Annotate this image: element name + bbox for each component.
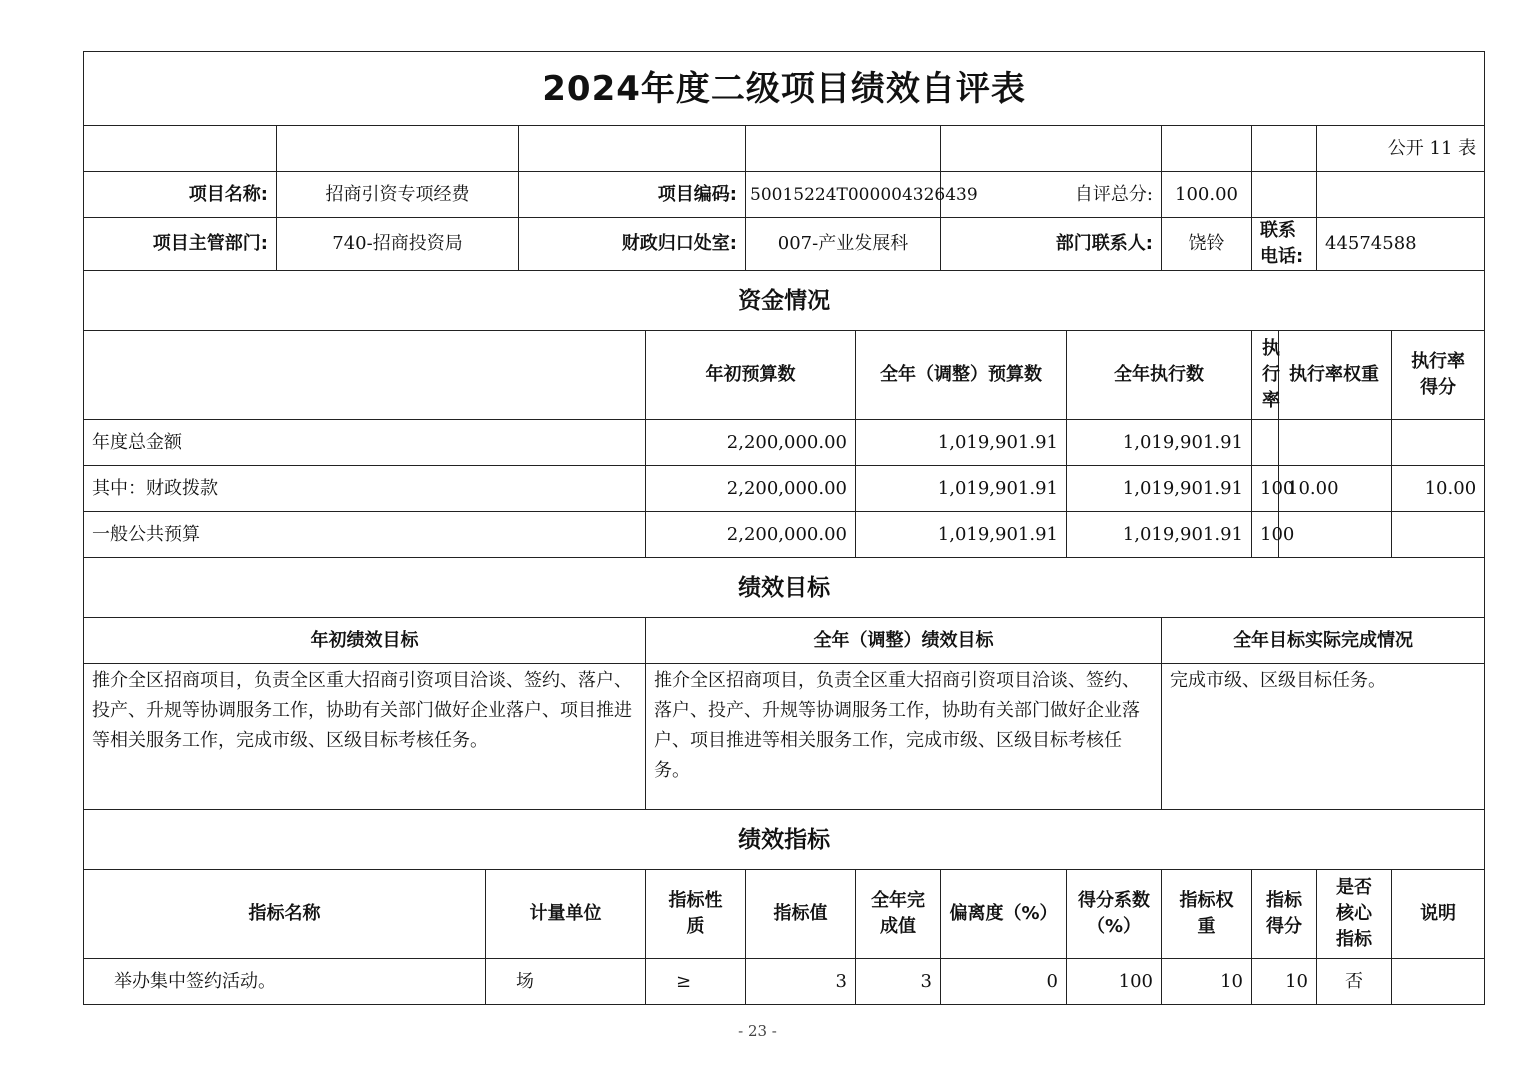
funds-executed: 1,019,901.91	[1067, 466, 1252, 512]
goals-header-adjusted: 全年（调整）绩效目标	[646, 618, 1162, 664]
project-code: 50015224T000004326439	[746, 172, 941, 218]
contact-label: 部门联系人:	[941, 218, 1162, 271]
ind-header-weight: 指标权重	[1162, 870, 1252, 959]
ind-header-score: 指标得分	[1252, 870, 1317, 959]
funds-row-label: 其中：财政拨款	[84, 466, 646, 512]
finance-office-value: 007-产业发展科	[746, 218, 941, 271]
funds-row	[84, 420, 1485, 466]
funds-header-score: 执行率得分	[1392, 331, 1485, 420]
funds-weight: 10.00	[1279, 466, 1392, 512]
funds-score	[1392, 420, 1485, 466]
finance-office-label: 财政归口处室:	[519, 218, 746, 271]
goal-actual-text: 完成市级、区级目标任务。	[1162, 664, 1485, 810]
funds-initial: 2,200,000.00	[646, 512, 856, 558]
funds-rate: 100	[1252, 466, 1279, 512]
indicator-name: 举办集中签约活动。	[84, 959, 486, 1005]
goal-initial-text: 推介全区招商项目，负责全区重大招商引资项目洽谈、签约、落户、投产、升规等协调服务工作，协助有关部门做好企业落户、项目推进等相关服务工作，完成市级、区级目标考核任务。	[84, 664, 646, 810]
phone-value: 44574588	[1317, 218, 1485, 271]
indicator-deviation: 0	[941, 959, 1067, 1005]
funds-row	[84, 512, 1485, 558]
ind-header-value: 指标值	[746, 870, 856, 959]
funds-rate: 100	[1252, 512, 1279, 558]
funds-score	[1392, 512, 1485, 558]
dept-label: 项目主管部门:	[84, 218, 277, 271]
funds-weight	[1279, 512, 1392, 558]
project-code-label: 项目编码:	[519, 172, 746, 218]
indicator-unit: 场	[486, 959, 646, 1005]
ind-header-name: 指标名称	[84, 870, 486, 959]
funds-executed: 1,019,901.91	[1067, 420, 1252, 466]
phone-label: 联系电话:	[1252, 218, 1317, 271]
indicator-coef: 100	[1067, 959, 1162, 1005]
funds-initial: 2,200,000.00	[646, 420, 856, 466]
goals-section-title: 绩效目标	[84, 558, 1485, 618]
funds-row	[84, 466, 1485, 512]
form-table	[83, 51, 1485, 1005]
ind-header-completed: 全年完成值	[856, 870, 941, 959]
funds-initial: 2,200,000.00	[646, 466, 856, 512]
indicator-row	[84, 959, 1485, 1005]
indicator-score: 10	[1252, 959, 1317, 1005]
indicator-core: 否	[1317, 959, 1392, 1005]
funds-executed: 1,019,901.91	[1067, 512, 1252, 558]
funds-score: 10.00	[1392, 466, 1485, 512]
funds-adjusted: 1,019,901.91	[856, 512, 1067, 558]
funds-row-label: 一般公共预算	[84, 512, 646, 558]
funds-weight	[1279, 420, 1392, 466]
funds-header-initial: 年初预算数	[646, 331, 856, 420]
self-score: 100.00	[1162, 172, 1252, 218]
funds-adjusted: 1,019,901.91	[856, 420, 1067, 466]
form-title: 2024年度二级项目绩效自评表	[84, 52, 1485, 126]
funds-section-title: 资金情况	[84, 271, 1485, 331]
dept-value: 740-招商投资局	[277, 218, 519, 271]
self-score-label: 自评总分:	[941, 172, 1162, 218]
funds-adjusted: 1,019,901.91	[856, 466, 1067, 512]
contact-value: 饶铃	[1162, 218, 1252, 271]
funds-header-adjusted: 全年（调整）预算数	[856, 331, 1067, 420]
indicators-section-title: 绩效指标	[84, 810, 1485, 870]
project-name: 招商引资专项经费	[277, 172, 519, 218]
funds-header-rate: 执行率	[1252, 331, 1279, 420]
funds-rate	[1252, 420, 1279, 466]
indicator-nature: ≥	[646, 959, 746, 1005]
ind-header-coef: 得分系数（%）	[1067, 870, 1162, 959]
page-number: - 23 -	[738, 1022, 777, 1040]
goals-header-initial: 年初绩效目标	[84, 618, 646, 664]
funds-header-executed: 全年执行数	[1067, 331, 1252, 420]
ind-header-core: 是否核心指标	[1317, 870, 1392, 959]
goals-header-actual: 全年目标实际完成情况	[1162, 618, 1485, 664]
self-evaluation-form	[83, 51, 1484, 1005]
funds-header-weight: 执行率权重	[1279, 331, 1392, 420]
indicator-completed: 3	[856, 959, 941, 1005]
project-name-label: 项目名称:	[84, 172, 277, 218]
indicator-weight: 10	[1162, 959, 1252, 1005]
goal-adjusted-text: 推介全区招商项目，负责全区重大招商引资项目洽谈、签约、落户、投产、升规等协调服务工作，协助有关部门做好企业落户、项目推进等相关服务工作，完成市级、区级目标考核任务。	[646, 664, 1162, 810]
ind-header-deviation: 偏离度（%）	[941, 870, 1067, 959]
ind-header-nature: 指标性质	[646, 870, 746, 959]
indicator-value: 3	[746, 959, 856, 1005]
ind-header-note: 说明	[1392, 870, 1485, 959]
form-number-label: 公开 11 表	[1317, 126, 1485, 172]
ind-header-unit: 计量单位	[486, 870, 646, 959]
indicator-note	[1392, 959, 1485, 1005]
funds-row-label: 年度总金额	[84, 420, 646, 466]
